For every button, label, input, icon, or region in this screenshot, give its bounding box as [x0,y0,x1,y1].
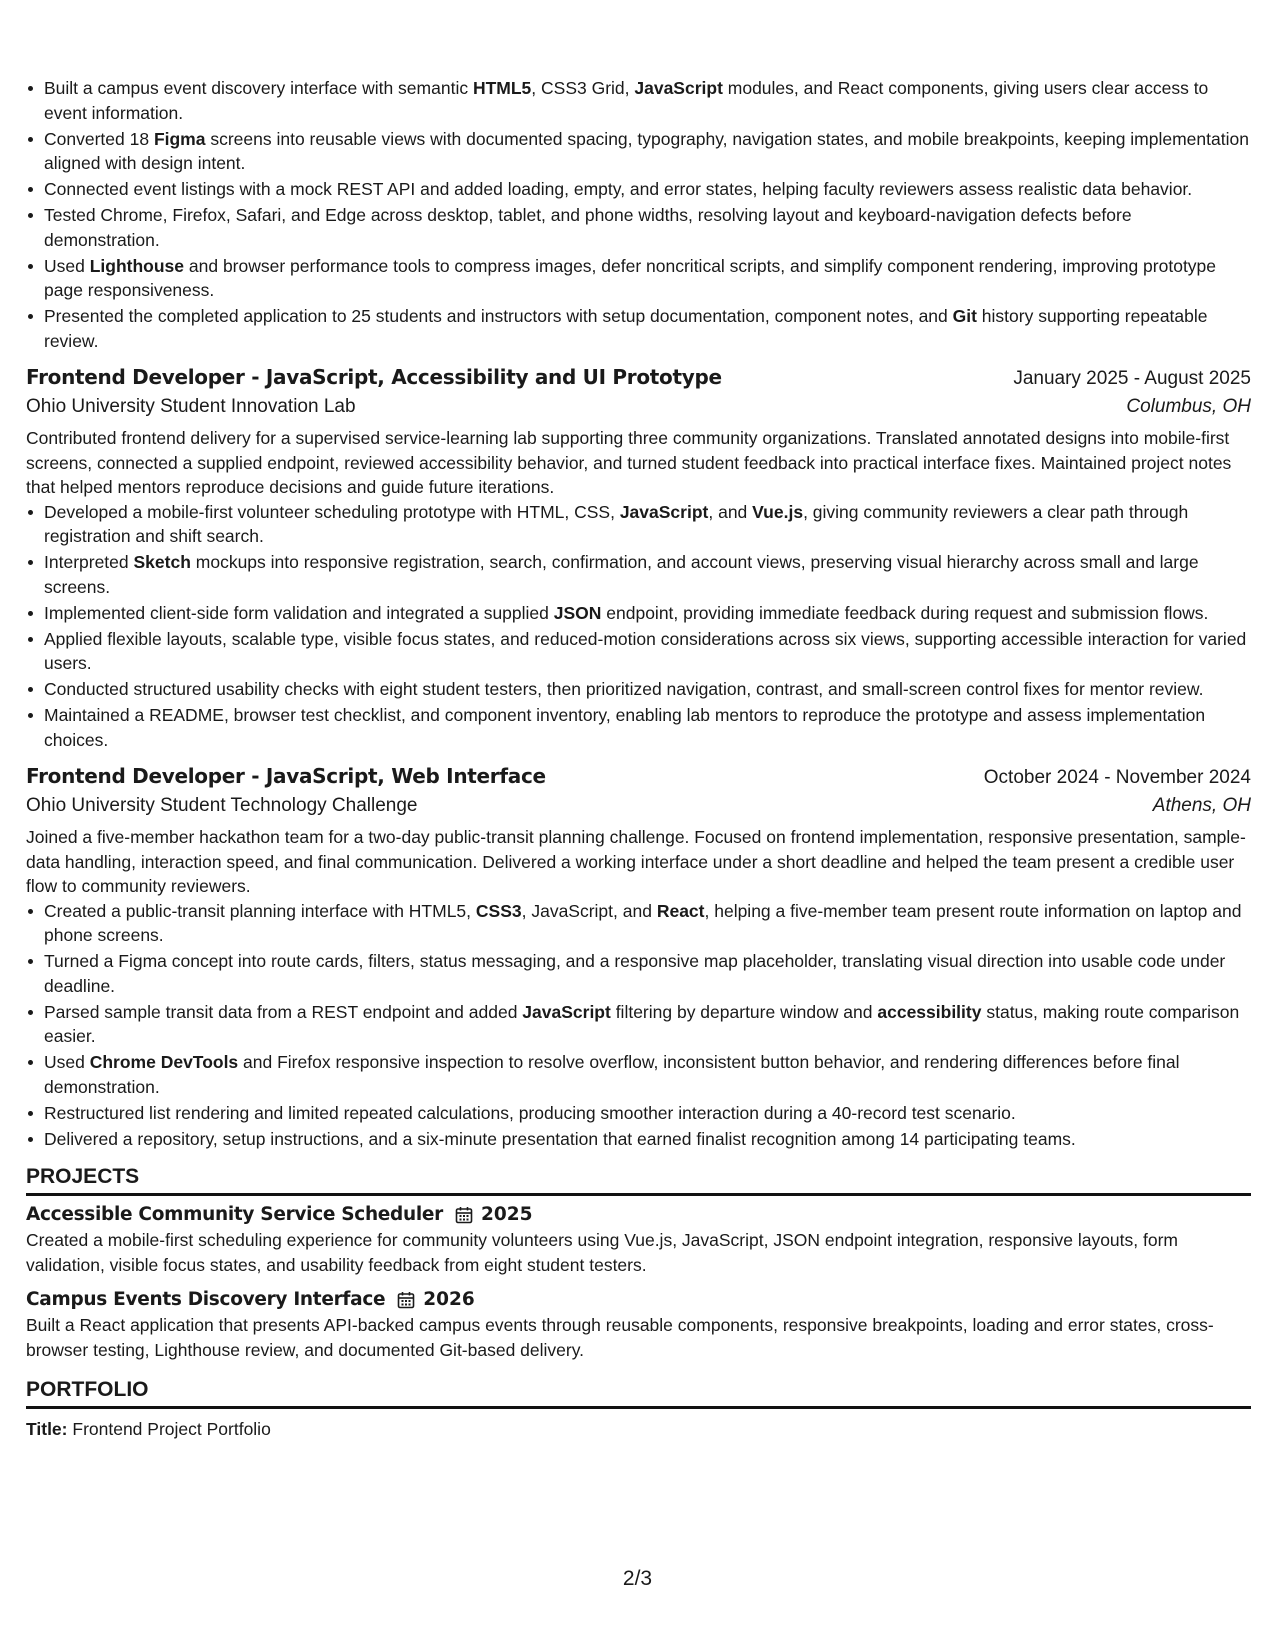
job-organization: Ohio University Student Innovation Lab [26,396,356,417]
project-header [26,1289,1251,1310]
project-year: 2026 [423,1289,475,1310]
job-dates: January 2025 - August 2025 [1013,368,1251,389]
job-bullets [26,899,1251,1152]
portfolio-title-line [26,1419,1251,1440]
projects-section [26,1165,1251,1362]
job-header [26,365,1251,390]
job-summary: Contributed frontend delivery for a supervised service-learning lab supporting three community organizations. Translated annotated designs into mobile-first screens, connected a supplied endpoint, reviewed accessibility behavior, and turned student feedback into practical interface fixes. Maintained project notes that helped mentors reproduce decisions and guide future iterations. [26,428,1232,497]
job-bullet: Interpreted Sketch mockups into responsive registration, search, confirmation, and account views, preserving visual hierarchy across small and large screens. [26,550,1251,599]
job-title: Frontend Developer - JavaScript, Web Interface [26,764,546,788]
job-bullet: Used Lighthouse and browser performance tools to compress images, defer noncritical scripts, and simplify component rendering, improving prototype page responsiveness. [26,254,1251,303]
job-subheader [26,795,1251,817]
job-entry [26,365,1251,752]
job-bullet: Tested Chrome, Firefox, Safari, and Edge across desktop, tablet, and phone widths, resolving layout and keyboard-navigation defects before demonstration. [26,203,1251,252]
portfolio-title-value: Frontend Project Portfolio [72,1419,271,1439]
project-header [26,1204,1251,1225]
project-description: Created a mobile-first scheduling experience for community volunteers using Vue.js, JavaScript, JSON endpoint integration, responsive layouts, form validation, visible focus states, and usability feedback from eight student testers. [26,1230,1178,1275]
project-name: Campus Events Discovery Interface [26,1289,386,1310]
section-heading: PROJECTS [26,1165,1251,1196]
job-subheader [26,396,1251,418]
calendar-icon [455,1206,473,1224]
job-location: Columbus, OH [1126,396,1251,417]
job-bullet: Used Chrome DevTools and Firefox responsive inspection to resolve overflow, inconsistent button behavior, and rendering differences before final demonstration. [26,1050,1251,1099]
page-number: 2/3 [622,1567,653,1590]
job-bullets [26,76,1251,353]
job-bullet: Converted 18 Figma screens into reusable views with documented spacing, typography, navigation states, and mobile breakpoints, keeping implementation aligned with design intent. [26,127,1251,176]
job-bullet: Maintained a README, browser test checklist, and component inventory, enabling lab mentors to reproduce the prototype and assess implementation choices. [26,703,1251,752]
job-bullet: Presented the completed application to 25 students and instructors with setup documentation, component notes, and Git history supporting repeatable review. [26,304,1251,353]
job-bullet: Parsed sample transit data from a REST endpoint and added JavaScript filtering by departure window and accessibility status, making route comparison easier. [26,1000,1251,1049]
project-description: Built a React application that presents API-backed campus events through reusable components, responsive breakpoints, loading and error states, cross-browser testing, Lighthouse review, and documented Git-based delivery. [26,1315,1214,1360]
job-dates: October 2024 - November 2024 [983,767,1251,788]
portfolio-section [26,1378,1251,1440]
job-summary: Joined a five-member hackathon team for a two-day public-transit planning challenge. Focused on frontend implementation, responsive presentation, sample-data handling, interaction speed, and final communication. Delivered a working interface under a short deadline and helped the team present a credible user flow to community reviewers. [26,827,1246,896]
calendar-icon [397,1291,415,1309]
job-entry [26,764,1251,1151]
job-bullet: Delivered a repository, setup instructions, and a six-minute presentation that earned finalist recognition among 14 participating teams. [26,1127,1251,1152]
portfolio-title-label: Title: [26,1419,68,1439]
job-bullet: Connected event listings with a mock REST API and added loading, empty, and error states, helping faculty reviewers assess realistic data behavior. [26,177,1251,202]
job-bullet: Implemented client-side form validation and integrated a supplied JSON endpoint, providing immediate feedback during request and submission flows. [26,601,1251,626]
project-entry [26,1204,1251,1277]
job-bullet: Conducted structured usability checks with eight student testers, then prioritized navigation, contrast, and small-screen control fixes for mentor review. [26,677,1251,702]
job-header [26,764,1251,789]
project-year: 2025 [480,1204,533,1225]
project-name: Accessible Community Service Scheduler [26,1204,443,1225]
job-bullet: Developed a mobile-first volunteer scheduling prototype with HTML, CSS, JavaScript, and Vue.js, giving community reviewers a clear path through registration and shift search. [26,500,1251,549]
job-bullet: Restructured list rendering and limited repeated calculations, producing smoother interaction during a 40-record test scenario. [26,1101,1251,1126]
job-bullet: Applied flexible layouts, scalable type, visible focus states, and reduced-motion considerations across six views, supporting accessible interaction for varied users. [26,627,1251,676]
job-bullets [26,500,1251,753]
resume-page [26,0,1251,1440]
job-bullet: Created a public-transit planning interface with HTML5, CSS3, JavaScript, and React, helping a five-member team present route information on laptop and phone screens. [26,899,1251,948]
project-entry [26,1289,1251,1362]
job-organization: Ohio University Student Technology Challenge [26,795,418,816]
job-title: Frontend Developer - JavaScript, Accessibility and UI Prototype [26,365,722,389]
section-heading: PORTFOLIO [26,1378,1251,1409]
job-bullet: Turned a Figma concept into route cards, filters, status messaging, and a responsive map placeholder, translating visual direction into usable code under deadline. [26,949,1251,998]
job-bullet: Built a campus event discovery interface with semantic HTML5, CSS3 Grid, JavaScript modules, and React components, giving users clear access to event information. [26,76,1251,125]
job-location: Athens, OH [1152,795,1251,816]
